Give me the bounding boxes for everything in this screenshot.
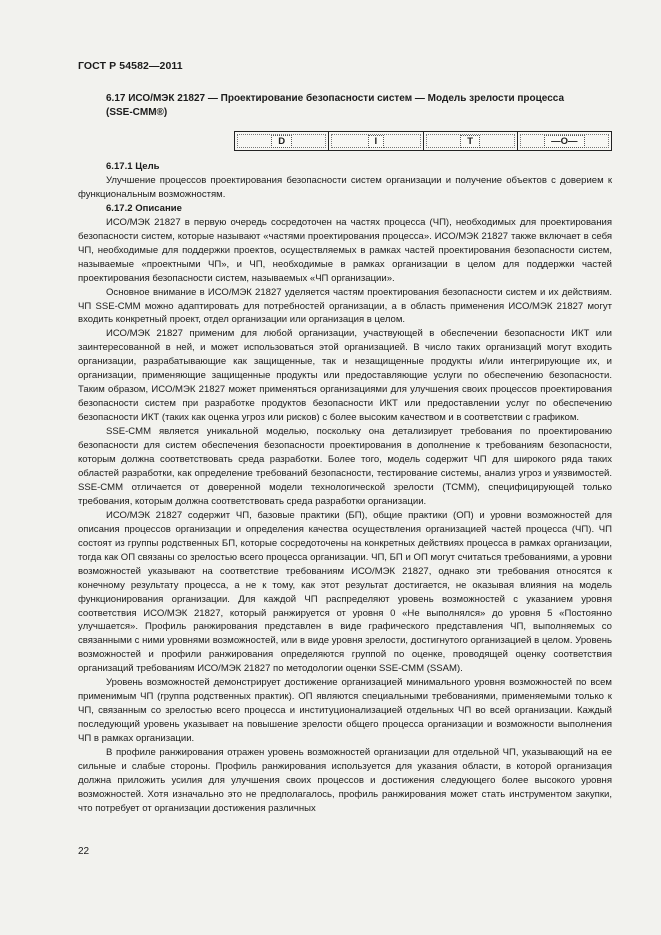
classification-label: I xyxy=(368,135,385,148)
document-header: ГОСТ Р 54582—2011 xyxy=(78,60,183,72)
description-heading: 6.17.2 Описание xyxy=(106,202,182,214)
classification-label: T xyxy=(460,135,480,148)
description-paragraph: В профиле ранжирования отражен уровень возможностей организации для отдельной ЧП, указывающий на ее сильные и слабые стороны. Профиль ранжирования используется для указания области, в которой организация должна приложить усилия для улучшения своих процессов и достижения следующего более высокого уровня возможностей. Хотя изначально это не предполагалось, профиль ранжирования может стать инструментом закупки, что потребует от организации достижения различных xyxy=(78,747,612,814)
description-paragraph: Основное внимание в ИСО/МЭК 21827 уделяется частям проектирования безопасности систем и их действиям. ЧП SSE-CMM можно адаптировать для потребностей организации, а в область применения ИСО/МЭК 21827 могут входить конкретный проект, отдел организации или организация в целом. xyxy=(78,286,612,326)
document-body xyxy=(78,160,612,816)
description-paragraph: Уровень возможностей демонстрирует достижение организацией минимального уровня возможностей по всем применимым ЧП (группа родственных практик). ОП являются специальными требованиями, применяемыми только к ЧП, связанным со зрелостью всего процесса и институционализацией отдельных ЧП во всей организации. Каждый последующий уровень указывает на повышение зрелости общего процесса организации и возможности выполнения ЧП в рамках организации. xyxy=(78,677,612,745)
goal-paragraph: Улучшение процессов проектирования безопасности систем организации и получение объектов с доверием к функциональным возможностям. xyxy=(78,174,612,200)
description-paragraph: SSE-CMM является уникальной моделью, поскольку она детализирует требования по проектированию безопасности для систем обеспечения безопасности проектирования в дополнение к требованиям безопасности, которым должна соответствовать среда разработки. Более того, модель содержит ЧП для широкого ряда таких областей разработки, как определение требований безопасности, тестирование системы, анализ угроз и уязвимостей. SSE-CMM отличается от доверенной модели технологической зрелости (TCMM), специфицирующей только требования, которым должна соответствовать среда разработки организации. xyxy=(78,426,612,507)
classification-cell-o xyxy=(518,132,611,150)
classification-label: —O— xyxy=(544,135,584,148)
description-paragraph: ИСО/МЭК 21827 в первую очередь сосредоточен на частях процесса (ЧП), необходимых для проектирования безопасности систем, которые называют «частями проектирования процесса». ИСО/МЭК 21827 также включает в себя ЧП, необходимые для поддержки проектов, осуществляемых в рамках частей проектирования безопасности систем, называемые «проектными ЧП», и ЧП, необходимые в рамках организации в целом для поддержки частей проектирования безопасности систем, называемых «ЧП организации». xyxy=(78,216,612,284)
classification-label: D xyxy=(271,135,292,148)
goal-heading: 6.17.1 Цель xyxy=(106,161,160,172)
section-title: 6.17 ИСО/МЭК 21827 — Проектирование безопасности систем — Модель зрелости процесса (SSE-CMM®) xyxy=(106,93,565,118)
classification-table xyxy=(234,131,612,151)
page-number: 22 xyxy=(78,846,90,857)
classification-cell-d xyxy=(235,132,329,150)
description-paragraph: ИСО/МЭК 21827 применим для любой организации, участвующей в обеспечении безопасности ИКТ или заинтересованной в ней, и может использоваться этой организацией. В число таких организаций могут входить организации, разрабатывающие как защищенные, так и незащищенные продукты и/или интегрирующие их, и организации, применяющие защищенные продукты или предоставляющие услуги по обеспечению безопасности. Таким образом, ИСО/МЭК 21827 может применяться организациями для улучшения своих процессов проектирования безопасности систем при разработке продуктов безопасности ИКТ или предоставлении услуг по обеспечению безопасности ИКТ (таких как оценка угроз или рисков) с более высоким качеством и в соответствии с графиком. xyxy=(78,328,612,424)
description-paragraph: ИСО/МЭК 21827 содержит ЧП, базовые практики (БП), общие практики (ОП) и уровни возможностей для описания процессов организации и определения качества осуществления организацией частей процесса (ЧП). ЧП состоят из группы родственных БП, которые сосредоточены на конкретных действиях процесса в рамках организации, тогда как ОП связаны со зрелостью всего процесса организации. ЧП, БП и ОП могут считаться требованиями, а уровни возможностей указывают на соответствие требованиям ИСО/МЭК 21827, однако эти требования относятся к конечному результату процесса, а не к тому, как этот результат достигается, не оказывая влияния на модель функционирования организации. Для каждой ЧП распределяют уровень возможностей с указанием уровня соответствия ИСО/МЭК 21827, который ранжируется от уровня 0 «Не выполнялся» до уровня 5 «Постоянно улучшается». Профиль ранжирования представлен в виде графического представления ЧП, выполняемых со связанными с ними уровнями возможностей, или в виде уровня зрелости, достигнутого организацией в целом. Уровень возможностей и профили ранжирования определяются группой по оценке, проводящей оценку соответствия организаций требованиям ИСО/МЭК 21827 по методологии оценки SSE-CMM (SSAM). xyxy=(78,509,612,675)
classification-cell-i xyxy=(329,132,423,150)
classification-cell-t xyxy=(424,132,518,150)
